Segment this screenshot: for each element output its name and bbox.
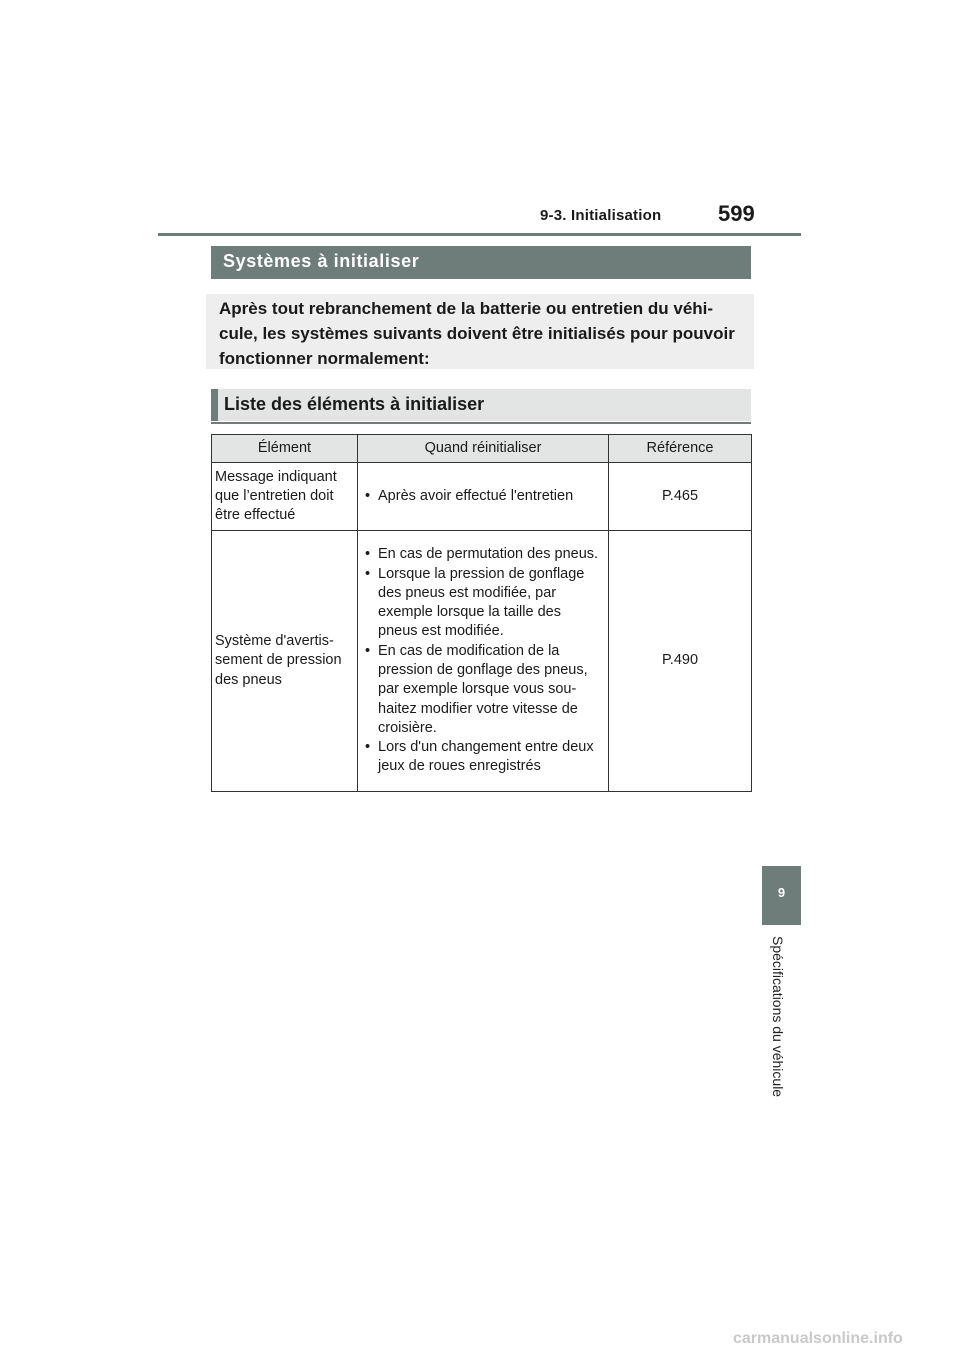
when-list: [362, 545, 604, 777]
initialization-table: [211, 434, 752, 792]
section-label: 9-3. Initialisation: [540, 207, 662, 224]
cell-reference[interactable]: P.465: [609, 463, 752, 531]
when-list-item: • Après avoir effectué l'entretien: [362, 487, 604, 506]
cell-item: Système d'avertissement de pression des pneus: [212, 531, 358, 792]
intro-box: [206, 294, 754, 369]
when-list-item: • Lors d'un changement entre deux jeux de roues enregistrés: [362, 738, 604, 777]
subheading-bar: [211, 389, 751, 421]
subheading-rule: [211, 422, 751, 424]
table-header-row: [212, 435, 752, 463]
cell-when: [358, 463, 609, 531]
intro-text: Après tout rebranchement de la batterie ou entretien du véhicule, les systèmes suivants doivent être initialisés pour pouvoir fonctionner normalement:: [219, 299, 735, 368]
page-number: 599: [718, 201, 755, 226]
cell-when: [358, 531, 609, 792]
header-when: Quand réinitialiser: [358, 435, 609, 463]
chapter-label: Spécifications du véhicule: [770, 936, 786, 1098]
chapter-tab[interactable]: [762, 866, 801, 925]
watermark: carmanualsonline.info: [733, 1330, 903, 1347]
table-row: [212, 463, 752, 531]
section-title: Systèmes à initialiser: [223, 251, 420, 271]
header-element: Élément: [212, 435, 358, 463]
chapter-number: 9: [777, 885, 786, 900]
cell-reference[interactable]: P.490: [609, 531, 752, 792]
table-row: [212, 531, 752, 792]
when-list-item: • En cas de permutation des pneus.: [362, 545, 604, 564]
subheading-text: Liste des éléments à initialiser: [224, 394, 485, 414]
header-rule: [158, 233, 801, 236]
header-reference: Référence: [609, 435, 752, 463]
when-list-item: • Lorsque la pression de gonflage des pneus est modifiée, par exemple lorsque la taille des pneus est modifiée.: [362, 565, 604, 642]
when-list: [362, 487, 604, 506]
section-title-bar: [211, 246, 751, 279]
when-list-item: • En cas de modification de la pression de gonflage des pneus, par exemple lorsque vous souhaitez modifier votre vitesse de croisière.: [362, 642, 604, 738]
cell-item: Message indiquant que l’entretien doit être effectué: [212, 463, 358, 531]
